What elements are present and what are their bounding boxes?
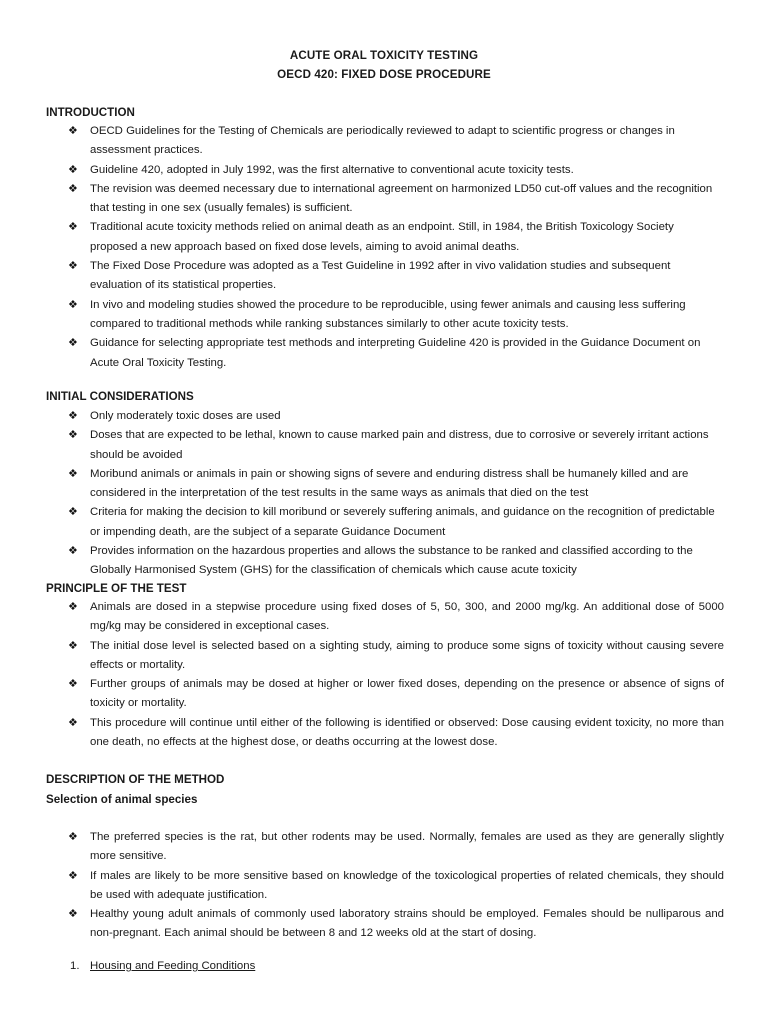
list-item: ❖ Criteria for making the decision to kill moribund or severely suffering animals, and guidance on the recognition of predictable or impending death, are the subject of a separate Guidance Document xyxy=(68,503,724,542)
list-item: ❖ OECD Guidelines for the Testing of Chemicals are periodically reviewed to adapt to scientific progress or changes in assessment practices. xyxy=(68,122,724,161)
diamond-bullet-icon: ❖ xyxy=(68,869,78,882)
section-heading-description: DESCRIPTION OF THE METHOD xyxy=(46,773,225,786)
diamond-bullet-icon: ❖ xyxy=(68,260,78,273)
principle-bullet-list xyxy=(68,598,724,752)
diamond-bullet-icon: ❖ xyxy=(68,298,78,311)
initial-bullet-list xyxy=(68,407,724,581)
list-item: ❖ Traditional acute toxicity methods relied on animal death as an endpoint. Still, in 1984, the British Toxicology Society proposed a new approach based on fixed dose levels, aiming to avoid animal deaths. xyxy=(68,218,724,257)
diamond-bullet-icon: ❖ xyxy=(68,410,78,422)
list-item: ❖ Only moderately toxic doses are used xyxy=(68,407,724,426)
diamond-bullet-icon: ❖ xyxy=(68,125,78,137)
list-item: ❖ The revision was deemed necessary due to international agreement on harmonized LD50 cut-off values and the recognition that testing in one sex (usually females) is sufficient. xyxy=(68,180,724,219)
diamond-bullet-icon: ❖ xyxy=(68,908,78,921)
list-item: ❖ Animals are dosed in a stepwise procedure using fixed doses of 5, 50, 300, and 2000 mg/kg. An additional dose of 5000 mg/kg may be considered in exceptional cases. xyxy=(68,598,724,637)
method-bullet-list xyxy=(68,828,724,944)
diamond-bullet-icon: ❖ xyxy=(68,163,78,176)
diamond-bullet-icon: ❖ xyxy=(68,545,78,558)
document-title: ACUTE ORAL TOXICITY TESTING xyxy=(289,49,479,62)
list-item: ❖ The Fixed Dose Procedure was adopted as a Test Guideline in 1992 after in vivo validation studies and subsequent evaluation of its statistical properties. xyxy=(68,257,724,296)
diamond-bullet-icon: ❖ xyxy=(68,182,78,195)
document-subtitle: OECD 420: FIXED DOSE PROCEDURE xyxy=(277,68,491,81)
section-heading-principle: PRINCIPLE OF THE TEST xyxy=(46,582,187,595)
section-heading-introduction: INTRODUCTION xyxy=(46,106,135,119)
list-item: ❖ Moribund animals or animals in pain or showing signs of severe and enduring distress shall be humanely killed and are considered in the interpretation of the test results in the same ways as animals that died on the test xyxy=(68,465,724,504)
section-heading-initial-considerations: INITIAL CONSIDERATIONS xyxy=(46,390,194,403)
list-item: ❖ If males are likely to be more sensitive based on knowledge of the toxicological properties of related chemicals, they should be used with adequate justification. xyxy=(68,867,724,906)
numbered-subsection-housing xyxy=(70,957,255,976)
list-item: ❖ Healthy young adult animals of commonly used laboratory strains should be employed. Females should be nulliparous and non-pregnant. Each animal should be between 8 and 12 weeks old at the start of dosing. xyxy=(68,905,724,944)
diamond-bullet-icon: ❖ xyxy=(68,831,78,843)
diamond-bullet-icon: ❖ xyxy=(68,678,78,691)
diamond-bullet-icon: ❖ xyxy=(68,601,78,613)
diamond-bullet-icon: ❖ xyxy=(68,716,78,729)
diamond-bullet-icon: ❖ xyxy=(68,429,78,442)
diamond-bullet-icon: ❖ xyxy=(68,467,78,480)
list-item: ❖ Guideline 420, adopted in July 1992, was the first alternative to conventional acute toxicity tests. xyxy=(68,161,724,180)
intro-bullet-list xyxy=(68,122,724,373)
subsection-title-housing: Housing and Feeding Conditions xyxy=(90,960,256,972)
diamond-bullet-icon: ❖ xyxy=(68,639,78,652)
list-item: ❖ This procedure will continue until either of the following is identified or observed: Dose causing evident toxicity, no more than one death, no effects at the highest dose, or deaths occurring at the lowest dose. xyxy=(68,714,724,753)
list-item: ❖ In vivo and modeling studies showed the procedure to be reproducible, using fewer animals and causing less suffering compared to traditional methods while ranking substances similarly to other acute toxicity tests. xyxy=(68,296,724,335)
subsection-heading-species: Selection of animal species xyxy=(46,793,198,806)
list-number: 1. xyxy=(70,960,80,972)
list-item: ❖ Doses that are expected to be lethal, known to cause marked pain and distress, due to corrosive or severely irritant actions should be avoided xyxy=(68,426,724,465)
list-item: ❖ Provides information on the hazardous properties and allows the substance to be ranked and classified according to the Globally Harmonised System (GHS) for the classification of chemicals which cause acute toxicity xyxy=(68,542,724,581)
list-item: ❖ Further groups of animals may be dosed at higher or lower fixed doses, depending on the presence or absence of signs of toxicity or mortality. xyxy=(68,675,724,714)
list-item: ❖ Guidance for selecting appropriate test methods and interpreting Guideline 420 is provided in the Guidance Document on Acute Oral Toxicity Testing. xyxy=(68,334,724,373)
diamond-bullet-icon: ❖ xyxy=(68,221,78,234)
diamond-bullet-icon: ❖ xyxy=(68,506,78,519)
diamond-bullet-icon: ❖ xyxy=(68,337,78,350)
list-item: ❖ The initial dose level is selected based on a sighting study, aiming to produce some signs of toxicity without causing severe effects or mortality. xyxy=(68,637,724,676)
list-item: ❖ The preferred species is the rat, but other rodents may be used. Normally, females are used as they are generally slightly more sensitive. xyxy=(68,828,724,867)
